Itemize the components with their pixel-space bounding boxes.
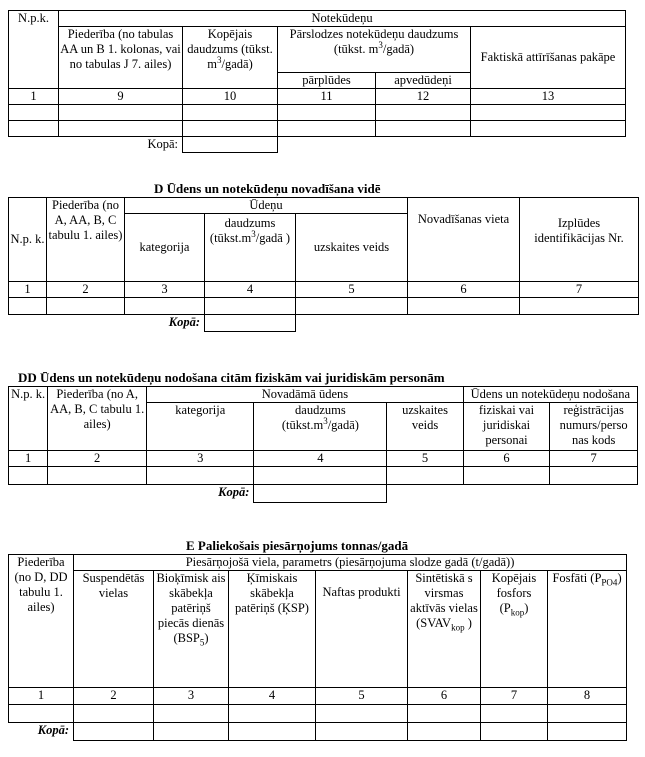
- col-num: 3: [154, 688, 229, 705]
- col-num: 3: [147, 451, 254, 467]
- total-cell[interactable]: [254, 485, 387, 503]
- col-num: 7: [481, 688, 548, 705]
- col-num: 5: [316, 688, 408, 705]
- col-num: 5: [387, 451, 463, 467]
- col-num: 12: [376, 89, 471, 105]
- col-num: 2: [74, 688, 154, 705]
- header-method: uzskaites veids: [387, 403, 463, 451]
- header-origin: Piederība (no D, DD tabulu 1. ailes): [9, 555, 74, 688]
- header-surfactants: Sintētiskā s virsmas aktīvās vielas ($SVAV_{kop}$ ): [408, 571, 481, 688]
- header-treatment-degree: Faktiskā attīrīšanas pakāpe: [471, 27, 626, 89]
- section-title-e: E Paliekošais piesārņojums tonnas/gadā: [186, 538, 409, 553]
- header-origin: Piederība (no A, AA, B, C tabulu 1. ailes): [47, 198, 125, 282]
- table-dd: [8, 386, 638, 503]
- col-num: 1: [9, 688, 74, 705]
- table-c: [8, 10, 626, 153]
- col-num: 4: [229, 688, 316, 705]
- total-cell[interactable]: [229, 723, 316, 741]
- table-row: [9, 121, 626, 137]
- header-overload: Pārslodzes notekūdeņu daudzums (tūkst. $m^3/gadā$): [278, 27, 471, 73]
- total-label: Kopā:: [147, 137, 178, 151]
- total-cell[interactable]: [481, 723, 548, 741]
- col-num: 7: [550, 451, 638, 467]
- header-category: kategorija: [147, 403, 254, 451]
- header-overflow: pārplūdes: [278, 73, 376, 89]
- total-label: Kopā:: [218, 485, 250, 499]
- col-num: 2: [47, 282, 125, 298]
- total-cell[interactable]: [183, 137, 278, 153]
- header-physical-person: fiziskai vai juridiskai personai: [463, 403, 550, 451]
- col-num: 8: [548, 688, 627, 705]
- table-e: [8, 554, 627, 741]
- table-row: [9, 298, 639, 315]
- col-num: 11: [278, 89, 376, 105]
- section-title-d: D Ūdens un notekūdeņu novadīšana vidē: [154, 181, 381, 196]
- header-group: Notekūdeņu: [59, 11, 626, 27]
- total-cell[interactable]: [548, 723, 627, 741]
- total-cell[interactable]: [316, 723, 408, 741]
- section-title-dd: DD Ūdens un notekūdeņu nodošana citām fiziskām vai juridiskām personām: [18, 370, 445, 385]
- total-label: Kopā:: [168, 315, 200, 329]
- header-total-amount: Kopējais daudzums (tūkst. $m^3/gadā$): [183, 27, 278, 89]
- header-npk: N.p.k.: [9, 11, 59, 89]
- header-transfer: Ūdens un notekūdeņu nodošana: [463, 387, 637, 403]
- header-discharge-place: Novadīšanas vieta: [408, 198, 520, 282]
- col-num: 1: [9, 282, 47, 298]
- col-num: 4: [254, 451, 387, 467]
- table-d: [8, 197, 639, 332]
- col-num: 2: [48, 451, 147, 467]
- total-cell[interactable]: [408, 723, 481, 741]
- header-origin: Piederība (no A, AA, B, C tabulu 1. ailes): [48, 387, 147, 451]
- header-origin: Piederība (no tabulas AA un B 1. kolonas, vai no tabulas J 7. ailes): [59, 27, 183, 89]
- header-amount: daudzums $(tūkst.m^3/gadā)$: [254, 403, 387, 451]
- col-num: 10: [183, 89, 278, 105]
- col-num: 9: [59, 89, 183, 105]
- header-method: uzskaites veids: [296, 214, 408, 282]
- header-total-phosphorus: Kopējais fosfors $(P_{kop})$: [481, 571, 548, 688]
- table-row: [9, 467, 638, 485]
- total-label: Kopā:: [9, 723, 74, 741]
- table-row: [9, 705, 627, 723]
- header-outlet-id: Izplūdes identifikācijas Nr.: [520, 198, 639, 282]
- header-pollutant-group: Piesārņojošā viela, parametrs (piesārņojuma slodze gadā (t/gadā)): [74, 555, 627, 571]
- header-handed-water: Novadāmā ūdens: [147, 387, 464, 403]
- header-oil: Naftas produkti: [316, 571, 408, 688]
- header-reg-number: reģistrācijas numurs/perso nas kods: [550, 403, 638, 451]
- header-suspended: Suspendētās vielas: [74, 571, 154, 688]
- col-num: 6: [408, 282, 520, 298]
- col-num: 5: [296, 282, 408, 298]
- header-category: kategorija: [125, 214, 205, 282]
- header-phosphates: Fosfāti $(P_{PO4})$: [548, 571, 627, 688]
- header-bod: Bioķīmisk ais skābekļa patēriņš piecās dienās $(BSP_5)$: [154, 571, 229, 688]
- total-cell[interactable]: [74, 723, 154, 741]
- header-npk: N.p. k.: [9, 387, 48, 451]
- header-cod: Ķīmiskais skābekļa patēriņš (ĶSP): [229, 571, 316, 688]
- total-cell[interactable]: [154, 723, 229, 741]
- col-num: 13: [471, 89, 626, 105]
- col-num: 3: [125, 282, 205, 298]
- col-num: 1: [9, 451, 48, 467]
- total-cell[interactable]: [205, 315, 296, 332]
- header-amount: daudzums ($tūkst.m^3$/gadā ): [205, 214, 296, 282]
- col-num: 1: [9, 89, 59, 105]
- header-water: Ūdeņu: [125, 198, 408, 214]
- col-num: 6: [408, 688, 481, 705]
- col-num: 6: [463, 451, 550, 467]
- header-bypass: apvedūdeņi: [376, 73, 471, 89]
- header-npk: N.p. k.: [9, 198, 47, 282]
- table-row: [9, 105, 626, 121]
- col-num: 4: [205, 282, 296, 298]
- col-num: 7: [520, 282, 639, 298]
